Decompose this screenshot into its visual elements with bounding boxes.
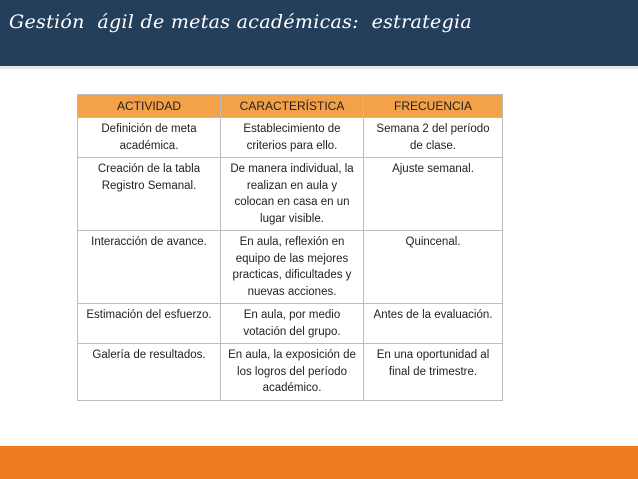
header-caracteristica: CARACTERÍSTICA (221, 95, 364, 118)
cell-caracteristica: En aula, por medio votación del grupo. (221, 304, 364, 344)
cell-actividad: Estimación del esfuerzo. (78, 304, 221, 344)
table-row (78, 231, 503, 304)
table-row (78, 304, 503, 344)
cell-caracteristica: En aula, la exposición de los logros del período académico. (221, 344, 364, 401)
cell-frecuencia: En una oportunidad al final de trimestre. (364, 344, 503, 401)
cell-actividad: Interacción de avance. (78, 231, 221, 304)
strategy-table (77, 94, 503, 401)
title-bar (0, 0, 638, 66)
table-row (78, 118, 503, 158)
cell-actividad: Creación de la tabla Registro Semanal. (78, 158, 221, 231)
cell-frecuencia: Antes de la evaluación. (364, 304, 503, 344)
cell-caracteristica: De manera individual, la realizan en aula y colocan en casa en un lugar visible. (221, 158, 364, 231)
cell-actividad: Definición de meta académica. (78, 118, 221, 158)
table-header-row (78, 95, 503, 118)
cell-actividad: Galería de resultados. (78, 344, 221, 401)
cell-frecuencia: Semana 2 del período de clase. (364, 118, 503, 158)
header-frecuencia: FRECUENCIA (364, 95, 503, 118)
cell-caracteristica: En aula, reflexión en equipo de las mejores practicas, dificultades y nuevas acciones. (221, 231, 364, 304)
cell-caracteristica: Establecimiento de criterios para ello. (221, 118, 364, 158)
cell-frecuencia: Ajuste semanal. (364, 158, 503, 231)
table-row (78, 344, 503, 401)
slide-title: Gestión ágil de metas académicas: estrategia (9, 11, 473, 33)
footer-accent-bar (0, 446, 638, 479)
cell-frecuencia: Quincenal. (364, 231, 503, 304)
strategy-table-container (77, 94, 502, 401)
header-actividad: ACTIVIDAD (78, 95, 221, 118)
table-row (78, 158, 503, 231)
